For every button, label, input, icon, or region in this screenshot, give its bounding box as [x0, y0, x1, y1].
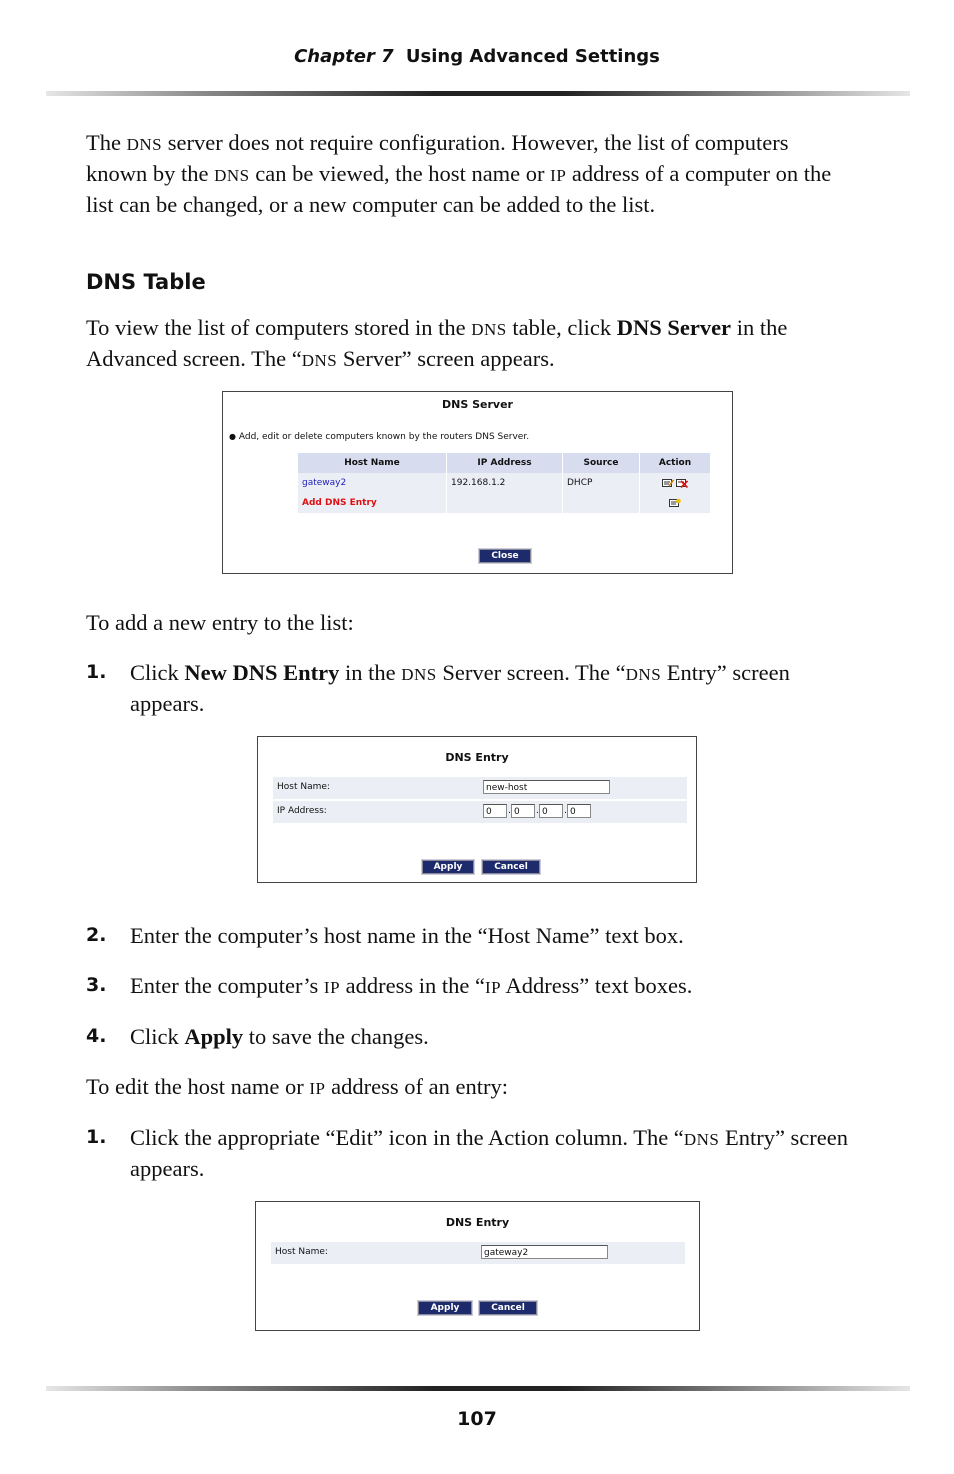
host-link[interactable]: gateway2 [298, 473, 447, 493]
dns-table [298, 453, 711, 513]
text-run: DNS Server [616, 315, 732, 340]
screenshot-title: DNS Server [442, 398, 513, 411]
text-run: Entry” screen appears. [130, 660, 790, 716]
text-run: Click [130, 660, 185, 685]
text-run: IP [485, 978, 502, 997]
ip-octet-3-input[interactable]: 0 [539, 804, 563, 818]
section-heading: DNS Table [86, 270, 206, 294]
column-header: IP Address [447, 453, 563, 473]
text-run: IP [309, 1079, 326, 1098]
host-name-input[interactable]: new-host [483, 780, 610, 794]
edit-intro [86, 1072, 846, 1103]
host-name-label: Host Name: [277, 782, 330, 792]
intro-paragraph [86, 128, 846, 219]
text-run: table, click [506, 315, 617, 340]
text-run: To edit the host name or [86, 1074, 310, 1099]
column-header: Action [640, 453, 711, 473]
ip-address-row [273, 801, 687, 823]
host-name-row [273, 777, 687, 799]
step-text: Enter the computer’s host name in the “Host Name” text box. [130, 923, 684, 948]
step-text [130, 1123, 850, 1183]
text-run: IP [550, 166, 567, 185]
step-number: 1. [86, 661, 107, 683]
text-run: address of a computer on the list can be changed, or a new computer can be added to the list. [86, 161, 832, 217]
step-text [130, 1022, 850, 1051]
bullet-note [229, 432, 529, 442]
running-header [0, 46, 954, 67]
text-run: address in the “ [340, 973, 485, 998]
footer-rule [46, 1386, 910, 1391]
text-run: To view the list of computers stored in the [86, 315, 472, 340]
step-number: 2. [86, 924, 107, 946]
host-name-input[interactable]: gateway2 [481, 1245, 608, 1259]
text-run: DNS [401, 665, 437, 684]
view-paragraph [86, 313, 846, 375]
text-run: New DNS Entry [184, 660, 340, 685]
step-number: 3. [86, 974, 107, 996]
column-header: Source [563, 453, 640, 473]
screenshot-title: DNS Entry [445, 1216, 510, 1229]
edit-icon[interactable] [662, 478, 674, 488]
text-run: DNS [471, 320, 507, 339]
add-icon[interactable] [669, 498, 681, 508]
apply-button[interactable]: Apply [422, 860, 474, 874]
empty-cell [563, 493, 640, 513]
host-name-label: Host Name: [275, 1247, 328, 1257]
text-run: DNS [214, 166, 250, 185]
table-row [298, 493, 711, 513]
step-number: 1. [86, 1126, 107, 1148]
text-run: DNS [126, 135, 163, 154]
chapter-label: Chapter 7 [294, 46, 394, 67]
add-intro: To add a new entry to the list: [86, 610, 354, 635]
chapter-title: Using Advanced Settings [405, 46, 660, 67]
cancel-button[interactable]: Cancel [482, 860, 540, 874]
text-run: Server” screen appears. [337, 346, 555, 371]
ip-cell: 192.168.1.2 [447, 473, 563, 493]
source-cell: DHCP [563, 473, 640, 493]
table-header-row [298, 453, 711, 473]
dns-entry-edit-screenshot [255, 1201, 700, 1331]
bullet-text: Add, edit or delete computers known by the routers DNS Server. [238, 432, 530, 442]
text-run: DNS [625, 665, 662, 684]
text-run: Entry” screen appears. [130, 1125, 849, 1181]
text-run: Click the appropriate “Edit” icon in the Action column. The “ [130, 1125, 684, 1150]
apply-button[interactable]: Apply [418, 1301, 472, 1315]
host-name-row [271, 1242, 685, 1264]
ip-address-label: IP Address: [277, 806, 327, 816]
header-rule [46, 91, 910, 96]
bullet-icon: ● [229, 432, 236, 441]
ip-octet-1-input[interactable]: 0 [483, 804, 507, 818]
text-run: Apply [184, 1024, 244, 1049]
ip-dot: . [564, 806, 567, 816]
text-run: DNS [301, 351, 338, 370]
empty-cell [447, 493, 563, 513]
text-run: address of an entry: [325, 1074, 508, 1099]
dns-server-screenshot [222, 391, 733, 574]
text-run: Address” text boxes. [501, 973, 693, 998]
text-run: Server screen. The “ [436, 660, 626, 685]
column-header: Host Name [298, 453, 447, 473]
text-run: DNS [683, 1130, 720, 1149]
ip-octet-4-input[interactable]: 0 [567, 804, 591, 818]
text-run: to save the changes. [243, 1024, 429, 1049]
add-dns-entry-link[interactable]: Add DNS Entry [298, 493, 447, 513]
text-run: IP [323, 978, 341, 997]
cancel-button[interactable]: Cancel [479, 1301, 537, 1315]
step-text [130, 971, 850, 1002]
ip-dot: . [508, 806, 511, 816]
text-run: The [86, 130, 127, 155]
ip-octet-2-input[interactable]: 0 [511, 804, 535, 818]
page-number: 107 [457, 1408, 497, 1430]
step-number: 4. [86, 1025, 107, 1047]
text-run: Click [130, 1024, 185, 1049]
table-row [298, 473, 711, 493]
text-run: server does not require configuration. However, the list of computers known by the [86, 130, 789, 186]
text-run: in the [339, 660, 402, 685]
close-button[interactable]: Close [479, 549, 531, 563]
action-cell [640, 473, 711, 493]
dns-entry-screenshot [257, 736, 697, 883]
text-run: Enter the computer’s [130, 973, 324, 998]
text-run: can be viewed, the host name or [249, 161, 551, 186]
screenshot-title: DNS Entry [445, 751, 509, 764]
ip-dot: . [536, 806, 539, 816]
step-text [130, 658, 850, 718]
action-cell [640, 493, 711, 513]
delete-icon[interactable] [676, 478, 688, 488]
text-run: in the Advanced screen. The “ [86, 315, 788, 371]
